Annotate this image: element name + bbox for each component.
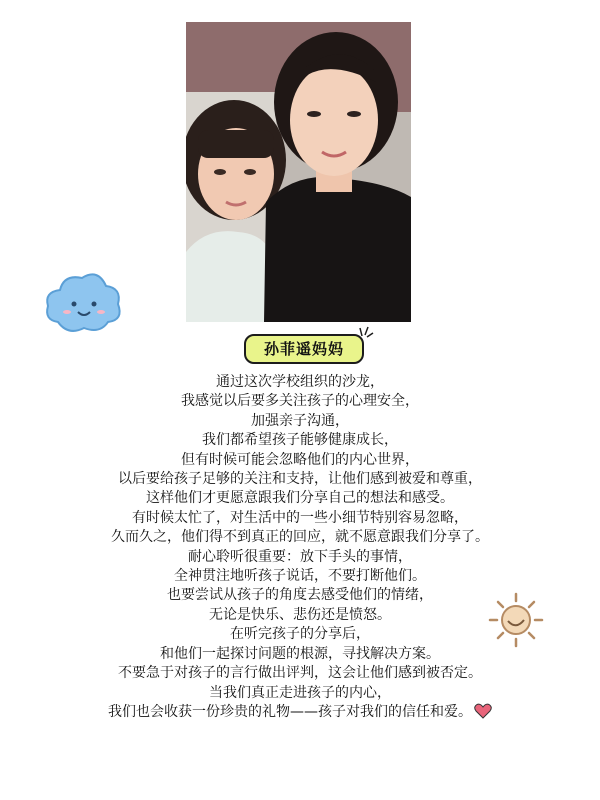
text-line: 全神贯注地听孩子说话，不要打断他们。: [174, 568, 426, 585]
cloud-sticker-icon: [42, 268, 124, 338]
text-line: 但有时候可能会忽略他们的内心世界，: [181, 451, 419, 468]
text-line: 也要尝试从孩子的角度去感受他们的情绪，: [167, 587, 433, 604]
text-line: 我们也会收获一份珍贵的礼物——孩子对我们的信任和爱。: [108, 703, 472, 720]
heart-icon: [474, 703, 492, 719]
text-line: 我感觉以后要多关注孩子的心理安全，: [181, 393, 419, 410]
text-line: 这样他们才更愿意跟我们分享自己的想法和感受。: [146, 490, 454, 507]
text-line: 无论是快乐、悲伤还是愤怒。: [209, 606, 391, 623]
portrait-photo-illustration: [186, 22, 411, 322]
text-line-last: [30, 703, 570, 722]
text-line: 通过这次学校组织的沙龙，: [216, 374, 384, 390]
name-badge: [238, 330, 378, 372]
portrait-photo: [186, 22, 411, 322]
text-line: 加强亲子沟通，: [251, 412, 349, 429]
text-line: 我们都希望孩子能够健康成长，: [202, 432, 398, 449]
text-line: 以后要给孩子足够的关注和支持，让他们感到被爱和尊重，: [118, 471, 482, 488]
sparkle-icon: [358, 324, 374, 340]
text-line: 耐心聆听很重要：放下手头的事情，: [188, 548, 412, 565]
sun-sticker-icon: [486, 590, 546, 650]
text-line: 久而久之，他们得不到真正的回应，就不愿意跟我们分享了。: [111, 529, 489, 546]
text-line: 在听完孩子的分享后，: [230, 626, 370, 643]
reflection-text: [30, 373, 570, 722]
text-line: 当我们真正走进孩子的内心，: [209, 684, 391, 701]
badge-label: 孙菲遥妈妈: [244, 334, 364, 364]
text-line: 不要急于对孩子的言行做出评判，这会让他们感到被否定。: [118, 665, 482, 682]
text-line: 有时候太忙了，对生活中的一些小细节特别容易忽略，: [132, 509, 468, 526]
text-line: 和他们一起探讨问题的根源，寻找解决方案。: [160, 645, 440, 662]
